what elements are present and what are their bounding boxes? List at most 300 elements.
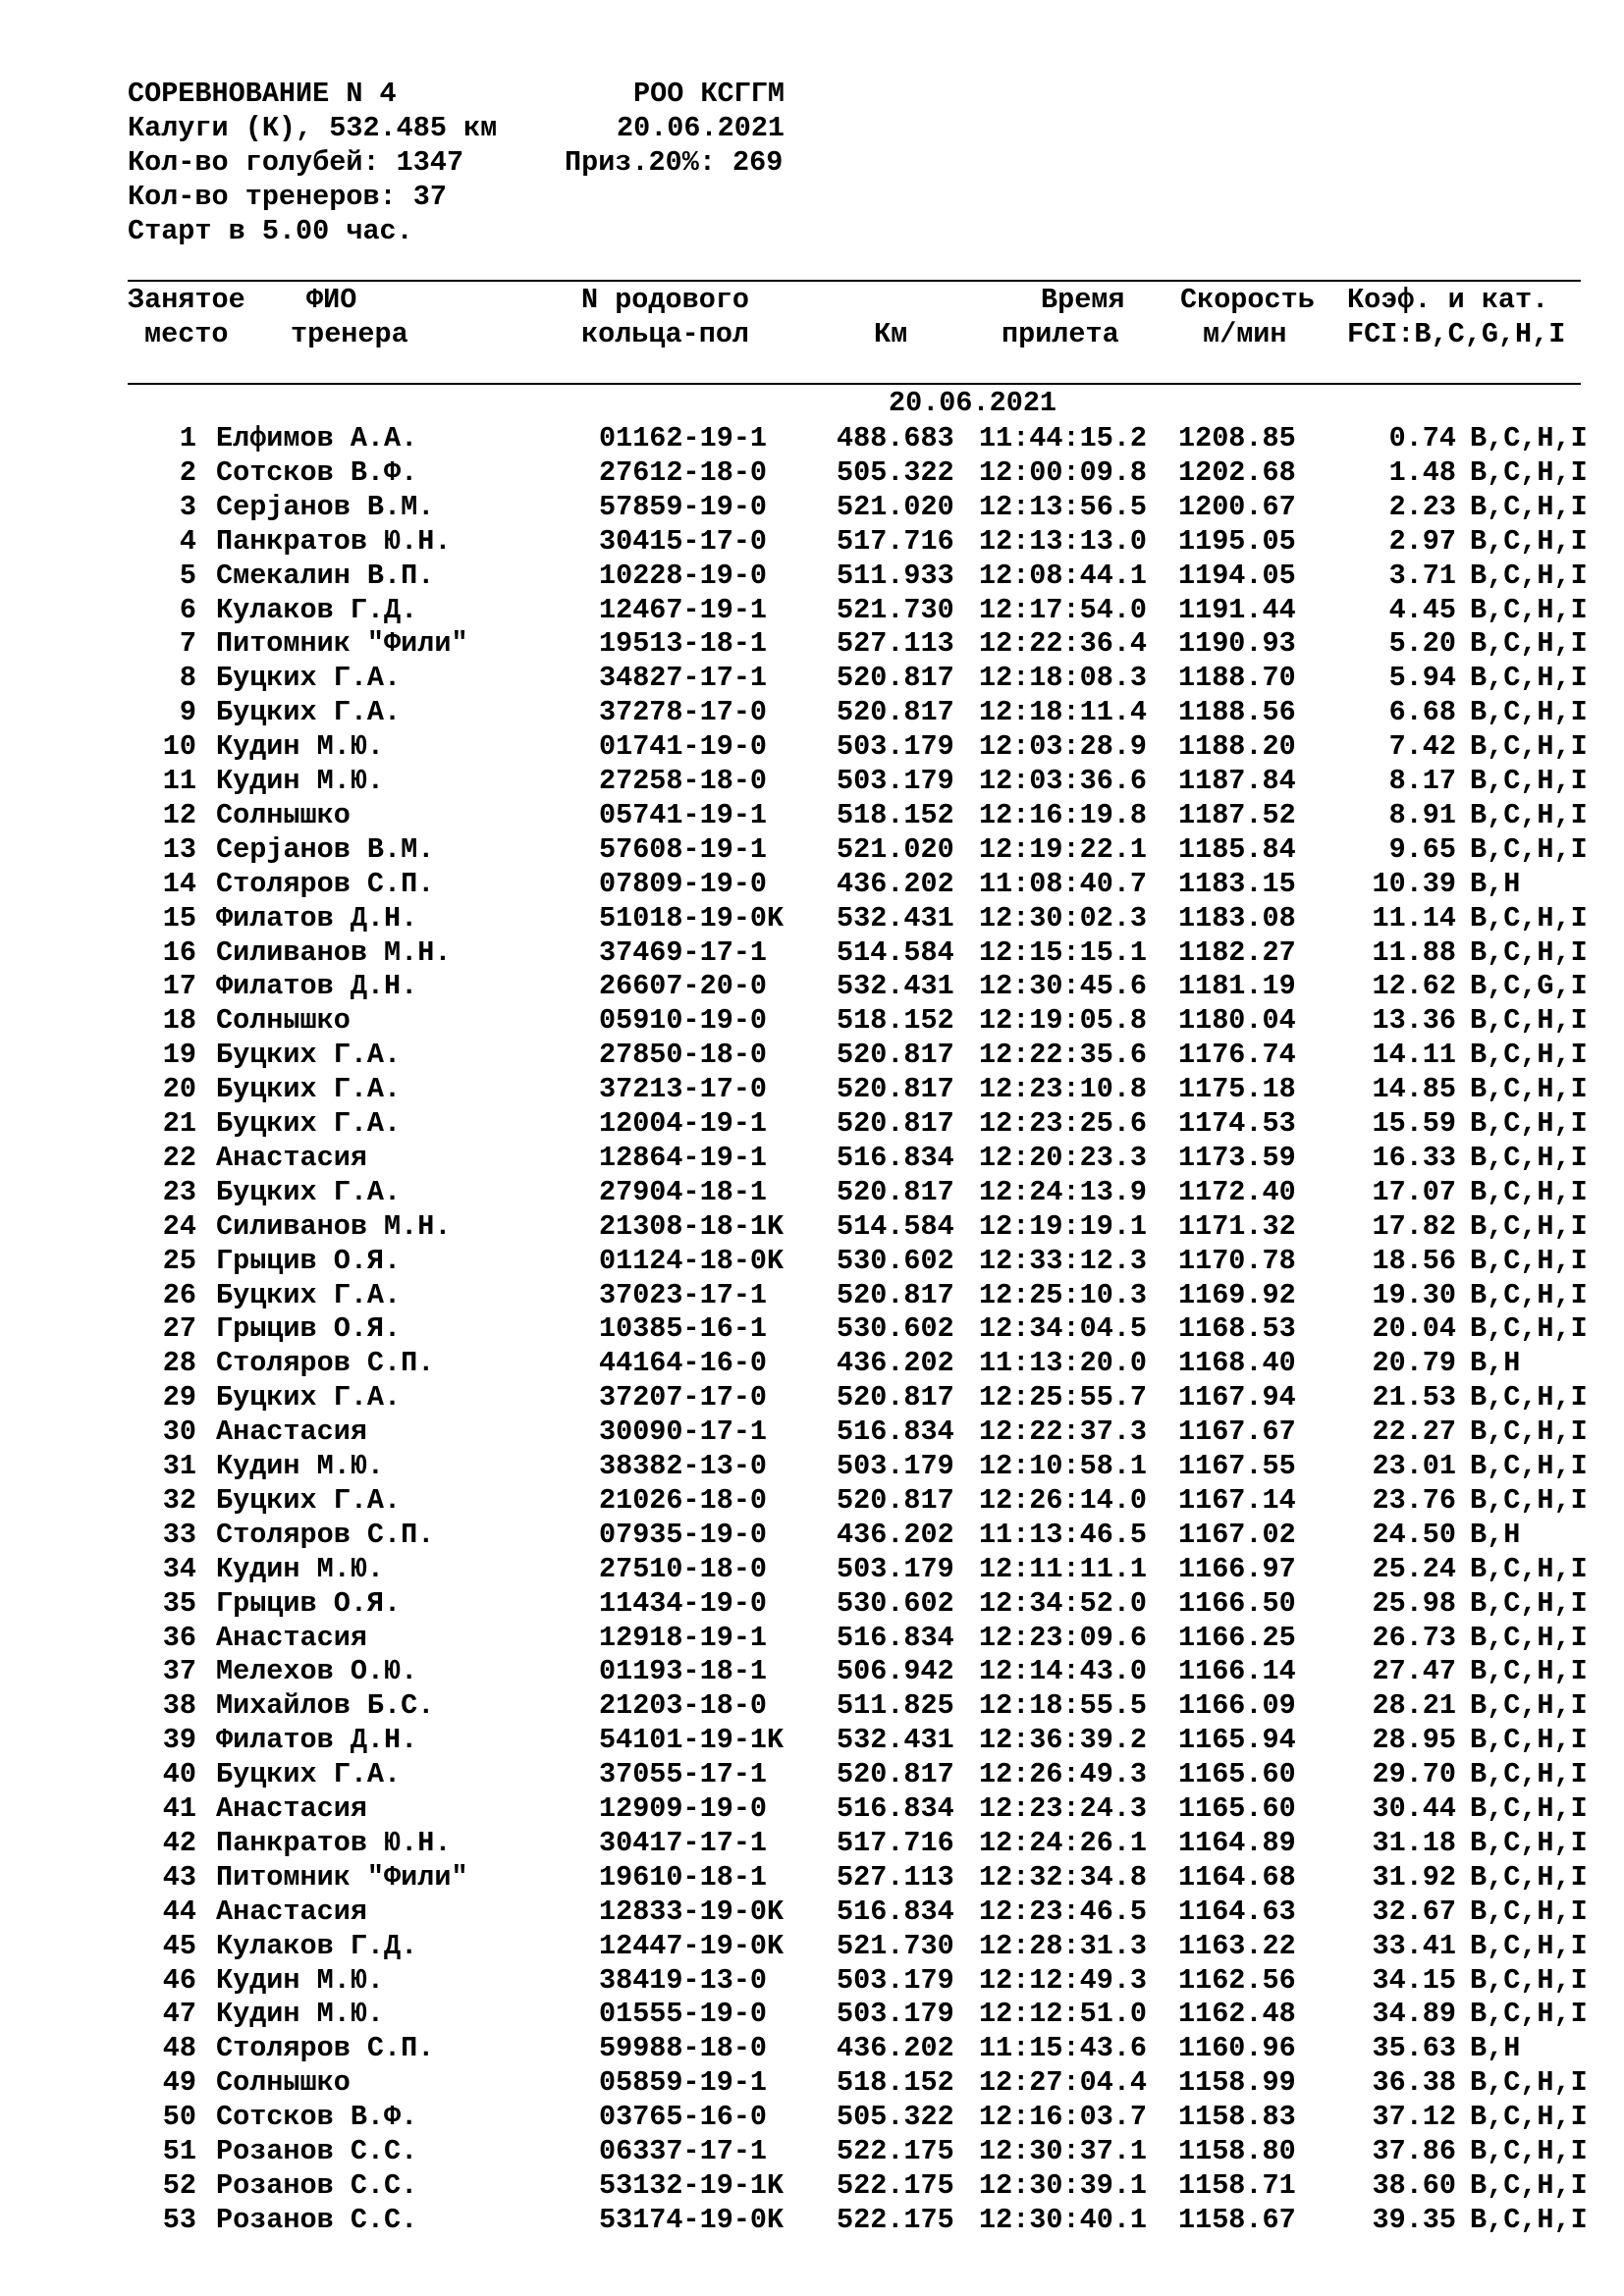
col-ring-header-2: кольца-пол [581,318,750,350]
result-categories: B,C,H,I [1470,730,1588,764]
table-row [0,969,1624,1003]
result-categories: B,C,H,I [1470,1963,1588,1997]
result-place: 16 [162,935,196,969]
result-speed: 1183.15 [1178,867,1296,900]
result-speed: 1188.70 [1178,662,1296,695]
result-trainer-name: Столяров С.П. [216,2032,435,2065]
result-trainer-name: Солнышко [216,2066,351,2100]
result-coefficient: 3.71 [1388,559,1456,592]
result-place: 15 [162,901,196,934]
result-distance-km: 516.834 [837,1141,954,1174]
table-row [0,867,1624,901]
result-arrival-time: 12:30:37.1 [979,2135,1148,2167]
result-speed: 1158.67 [1178,2203,1296,2236]
result-arrival-time: 12:03:28.9 [979,730,1148,764]
result-speed: 1163.22 [1178,1929,1296,1962]
table-row [0,1860,1624,1895]
result-arrival-time: 12:24:13.9 [979,1175,1148,1208]
result-coefficient: 14.11 [1372,1039,1456,1072]
result-categories: B,C,H,I [1470,1141,1588,1174]
result-ring-number: 38382-13-0 [599,1450,768,1482]
col-coef-header-1: Коэф. и кат. [1347,284,1549,316]
result-place: 1 [179,422,196,454]
result-categories: B,C,H,I [1470,2101,1588,2134]
result-coefficient: 1.48 [1388,455,1456,489]
result-trainer-name: Кудин М.Ю. [216,1552,385,1585]
result-place: 11 [162,765,196,797]
result-trainer-name: Анастасия [216,1792,367,1825]
result-arrival-time: 11:08:40.7 [979,867,1148,900]
organizer: РОО КСГГМ [633,78,785,110]
result-ring-number: 12918-19-1 [599,1621,768,1654]
result-categories: B,C,H,I [1470,2168,1588,2202]
result-categories: B,C,H,I [1470,1073,1588,1106]
result-ring-number: 03765-16-0 [599,2101,768,2134]
result-categories: B,C,H,I [1470,1244,1588,1277]
table-row [0,1072,1624,1106]
result-ring-number: 01555-19-0 [599,1998,768,2031]
trainers-count: Кол-во тренеров: 37 [128,181,447,213]
result-arrival-time: 12:22:37.3 [979,1415,1148,1449]
result-ring-number: 06337-17-1 [599,2135,768,2167]
result-place: 14 [162,867,196,900]
result-ring-number: 21203-18-0 [599,1689,768,1723]
table-row [0,593,1624,627]
result-place: 50 [162,2101,196,2134]
col-name-header-2: тренера [291,318,408,350]
result-categories: B,C,H,I [1470,2203,1588,2236]
table-row [0,1791,1624,1826]
result-arrival-time: 12:23:24.3 [979,1792,1148,1825]
result-categories: B,C,H,I [1470,662,1588,695]
result-place: 35 [162,1586,196,1620]
result-speed: 1168.40 [1178,1347,1296,1380]
result-distance-km: 436.202 [837,1518,954,1551]
result-distance-km: 518.152 [837,1004,954,1038]
result-arrival-time: 11:13:20.0 [979,1347,1148,1380]
result-place: 38 [162,1689,196,1723]
result-coefficient: 8.17 [1388,765,1456,797]
result-trainer-name: Смекалин В.П. [216,559,435,592]
result-trainer-name: Грыцив О.Я. [216,1312,402,1346]
table-row [0,798,1624,832]
result-speed: 1181.19 [1178,970,1296,1003]
result-distance-km: 511.825 [837,1689,954,1723]
result-arrival-time: 12:36:39.2 [979,1724,1148,1757]
result-ring-number: 34827-17-1 [599,662,768,695]
result-arrival-time: 12:18:11.4 [979,696,1148,729]
result-place: 33 [162,1518,196,1551]
result-categories: B,C,H,I [1470,765,1588,797]
result-coefficient: 22.27 [1372,1415,1456,1449]
result-ring-number: 38419-13-0 [599,1963,768,1997]
result-arrival-time: 12:30:39.1 [979,2168,1148,2202]
table-row [0,1278,1624,1312]
result-place: 2 [179,455,196,489]
table-row [0,832,1624,867]
result-distance-km: 520.817 [837,1278,954,1311]
result-coefficient: 2.97 [1388,524,1456,558]
result-distance-km: 514.584 [837,935,954,969]
result-ring-number: 10228-19-0 [599,559,768,592]
result-categories: B,C,H,I [1470,1552,1588,1585]
result-trainer-name: Панкратов Ю.Н. [216,524,452,558]
result-speed: 1167.55 [1178,1450,1296,1482]
result-distance-km: 532.431 [837,901,954,934]
result-place: 13 [162,832,196,866]
result-coefficient: 31.92 [1372,1860,1456,1894]
result-distance-km: 532.431 [837,970,954,1003]
result-arrival-time: 12:26:14.0 [979,1483,1148,1517]
table-row [0,1106,1624,1141]
result-trainer-name: Питомник "Фили" [216,627,468,661]
result-place: 9 [179,696,196,729]
result-trainer-name: Анастасия [216,1621,367,1654]
result-coefficient: 13.36 [1372,1004,1456,1038]
result-ring-number: 44164-16-0 [599,1347,768,1380]
table-row [0,2134,1624,2168]
result-speed: 1187.52 [1178,798,1296,831]
result-place: 10 [162,730,196,764]
result-trainer-name: Филатов Д.Н. [216,970,418,1003]
result-coefficient: 24.50 [1372,1518,1456,1551]
result-categories: B,C,H,I [1470,1175,1588,1208]
table-header-rule [128,383,1581,385]
result-speed: 1168.53 [1178,1312,1296,1346]
table-row [0,901,1624,935]
result-trainer-name: Столяров С.П. [216,867,435,900]
result-distance-km: 436.202 [837,867,954,900]
table-row [0,695,1624,729]
start-time: Старт в 5.00 час. [128,215,413,247]
result-categories: B,H [1470,867,1521,900]
result-ring-number: 19610-18-1 [599,1860,768,1894]
result-trainer-name: Розанов С.С. [216,2168,418,2202]
table-top-rule [128,280,1581,282]
result-trainer-name: Серjанов В.М. [216,490,435,523]
result-place: 45 [162,1929,196,1962]
result-ring-number: 57859-19-0 [599,490,768,523]
result-place: 51 [162,2135,196,2167]
result-ring-number: 30415-17-0 [599,524,768,558]
result-speed: 1158.99 [1178,2066,1296,2100]
result-ring-number: 21026-18-0 [599,1483,768,1517]
result-coefficient: 17.82 [1372,1209,1456,1243]
result-coefficient: 28.21 [1372,1689,1456,1723]
table-row [0,1415,1624,1449]
result-place: 8 [179,662,196,695]
result-place: 43 [162,1860,196,1894]
result-distance-km: 521.020 [837,490,954,523]
result-categories: B,C,H,I [1470,1381,1588,1415]
result-place: 31 [162,1450,196,1482]
result-ring-number: 27258-18-0 [599,765,768,797]
result-place: 26 [162,1278,196,1311]
result-distance-km: 520.817 [837,662,954,695]
result-trainer-name: Солнышко [216,798,351,831]
result-distance-km: 436.202 [837,1347,954,1380]
table-row [0,1586,1624,1621]
table-row [0,2100,1624,2134]
result-trainer-name: Буцких Г.А. [216,1483,402,1517]
result-speed: 1175.18 [1178,1073,1296,1106]
result-arrival-time: 12:25:55.7 [979,1381,1148,1415]
result-arrival-time: 12:16:03.7 [979,2101,1148,2134]
result-ring-number: 07935-19-0 [599,1518,768,1551]
result-trainer-name: Кудин М.Ю. [216,1998,385,2031]
result-distance-km: 530.602 [837,1244,954,1277]
result-speed: 1191.44 [1178,593,1296,626]
result-trainer-name: Столяров С.П. [216,1518,435,1551]
result-speed: 1188.20 [1178,730,1296,764]
result-trainer-name: Кудин М.Ю. [216,730,385,764]
result-speed: 1170.78 [1178,1244,1296,1277]
result-arrival-time: 12:27:04.4 [979,2066,1148,2100]
table-row [0,1621,1624,1655]
result-distance-km: 436.202 [837,2032,954,2065]
result-categories: B,C,H,I [1470,1415,1588,1449]
result-ring-number: 37207-17-0 [599,1381,768,1415]
result-speed: 1167.14 [1178,1483,1296,1517]
result-ring-number: 59988-18-0 [599,2032,768,2065]
result-speed: 1164.89 [1178,1826,1296,1859]
result-distance-km: 514.584 [837,1209,954,1243]
result-categories: B,C,H,I [1470,1929,1588,1962]
table-row [0,455,1624,490]
result-coefficient: 20.04 [1372,1312,1456,1346]
result-trainer-name: Панкратов Ю.Н. [216,1826,452,1859]
result-coefficient: 32.67 [1372,1895,1456,1928]
result-distance-km: 521.020 [837,832,954,866]
result-distance-km: 503.179 [837,1963,954,1997]
result-categories: B,C,H,I [1470,490,1588,523]
result-ring-number: 27850-18-0 [599,1039,768,1072]
result-distance-km: 503.179 [837,1450,954,1482]
result-trainer-name: Розанов С.С. [216,2203,418,2236]
result-place: 44 [162,1895,196,1928]
table-row [0,2203,1624,2237]
result-arrival-time: 12:13:13.0 [979,524,1148,558]
result-coefficient: 5.20 [1388,627,1456,661]
result-coefficient: 38.60 [1372,2168,1456,2202]
result-arrival-time: 12:25:10.3 [979,1278,1148,1311]
result-trainer-name: Анастасия [216,1141,367,1174]
result-categories: B,C,H,I [1470,832,1588,866]
result-trainer-name: Филатов Д.Н. [216,901,418,934]
result-distance-km: 516.834 [837,1621,954,1654]
result-speed: 1172.40 [1178,1175,1296,1208]
result-arrival-time: 12:33:12.3 [979,1244,1148,1277]
result-coefficient: 15.59 [1372,1107,1456,1140]
result-arrival-time: 11:44:15.2 [979,422,1148,454]
result-speed: 1174.53 [1178,1107,1296,1140]
result-trainer-name: Розанов С.С. [216,2135,418,2167]
table-row [0,1483,1624,1518]
result-trainer-name: Грыцив О.Я. [216,1244,402,1277]
result-arrival-time: 12:26:49.3 [979,1758,1148,1791]
result-categories: B,C,H,I [1470,422,1588,454]
result-place: 19 [162,1039,196,1072]
result-arrival-time: 12:17:54.0 [979,593,1148,626]
result-trainer-name: Филатов Д.Н. [216,1724,418,1757]
result-arrival-time: 12:30:40.1 [979,2203,1148,2236]
table-row [0,661,1624,695]
result-ring-number: 12447-19-0K [599,1929,785,1962]
result-categories: B,H [1470,1518,1521,1551]
result-ring-number: 05910-19-0 [599,1004,768,1038]
result-distance-km: 488.683 [837,422,954,454]
result-arrival-time: 12:34:52.0 [979,1586,1148,1620]
result-coefficient: 25.98 [1372,1586,1456,1620]
result-trainer-name: Буцких Г.А. [216,1175,402,1208]
result-trainer-name: Буцких Г.А. [216,1039,402,1072]
result-categories: B,C,H,I [1470,696,1588,729]
result-place: 3 [179,490,196,523]
result-arrival-time: 12:15:15.1 [979,935,1148,969]
result-ring-number: 37278-17-0 [599,696,768,729]
result-speed: 1158.83 [1178,2101,1296,2134]
table-row [0,1346,1624,1380]
result-place: 53 [162,2203,196,2236]
result-ring-number: 12004-19-1 [599,1107,768,1140]
result-categories: B,H [1470,1347,1521,1380]
result-trainer-name: Кудин М.Ю. [216,1963,385,1997]
result-speed: 1208.85 [1178,422,1296,454]
table-row [0,1757,1624,1791]
result-coefficient: 9.65 [1388,832,1456,866]
col-place-header-1: Занятое [128,284,245,316]
table-row [0,1723,1624,1757]
result-coefficient: 12.62 [1372,970,1456,1003]
result-speed: 1165.60 [1178,1758,1296,1791]
result-arrival-time: 12:23:09.6 [979,1621,1148,1654]
result-place: 30 [162,1415,196,1449]
result-distance-km: 527.113 [837,1860,954,1894]
result-trainer-name: Силиванов М.Н. [216,935,452,969]
result-ring-number: 21308-18-1K [599,1209,785,1243]
result-coefficient: 37.12 [1372,2101,1456,2134]
col-time-header-2: прилета [1001,318,1119,350]
result-ring-number: 01124-18-0K [599,1244,785,1277]
result-trainer-name: Сотсков В.Ф. [216,2101,418,2134]
result-place: 27 [162,1312,196,1346]
result-distance-km: 520.817 [837,1175,954,1208]
result-arrival-time: 12:16:19.8 [979,798,1148,831]
result-trainer-name: Буцких Г.А. [216,662,402,695]
result-speed: 1165.60 [1178,1792,1296,1825]
result-speed: 1188.56 [1178,696,1296,729]
result-distance-km: 506.942 [837,1655,954,1688]
result-distance-km: 505.322 [837,455,954,489]
result-trainer-name: Михайлов Б.С. [216,1689,435,1723]
result-place: 22 [162,1141,196,1174]
result-categories: B,C,H,I [1470,2135,1588,2167]
prize-count: Приз.20%: 269 [565,146,784,179]
result-distance-km: 522.175 [837,2168,954,2202]
table-row [0,1929,1624,1963]
table-row [0,1552,1624,1586]
result-place: 39 [162,1724,196,1757]
result-ring-number: 51018-19-0K [599,901,785,934]
result-categories: B,C,H,I [1470,1483,1588,1517]
result-categories: B,C,H,I [1470,1826,1588,1859]
result-arrival-time: 12:18:55.5 [979,1689,1148,1723]
result-coefficient: 11.88 [1372,935,1456,969]
result-speed: 1160.96 [1178,2032,1296,2065]
result-speed: 1194.05 [1178,559,1296,592]
table-row [0,1003,1624,1038]
result-place: 49 [162,2066,196,2100]
result-arrival-time: 12:11:11.1 [979,1552,1148,1585]
table-row [0,1688,1624,1723]
result-ring-number: 53174-19-0K [599,2203,785,2236]
result-categories: B,H [1470,2032,1521,2065]
result-place: 36 [162,1621,196,1654]
result-place: 46 [162,1963,196,1997]
result-speed: 1169.92 [1178,1278,1296,1311]
result-arrival-time: 12:30:45.6 [979,970,1148,1003]
table-row [0,1826,1624,1860]
result-categories: B,C,H,I [1470,1758,1588,1791]
result-arrival-time: 12:12:51.0 [979,1998,1148,2031]
result-place: 4 [179,524,196,558]
result-coefficient: 23.76 [1372,1483,1456,1517]
table-row [0,1141,1624,1175]
table-row [0,626,1624,661]
table-row [0,2168,1624,2203]
result-speed: 1195.05 [1178,524,1296,558]
result-place: 21 [162,1107,196,1140]
result-trainer-name: Кудин М.Ю. [216,765,385,797]
result-coefficient: 6.68 [1388,696,1456,729]
result-coefficient: 34.89 [1372,1998,1456,2031]
result-coefficient: 30.44 [1372,1792,1456,1825]
result-categories: B,C,H,I [1470,2066,1588,2100]
result-distance-km: 521.730 [837,1929,954,1962]
result-distance-km: 505.322 [837,2101,954,2134]
result-coefficient: 21.53 [1372,1381,1456,1415]
result-speed: 1190.93 [1178,627,1296,661]
result-coefficient: 28.95 [1372,1724,1456,1757]
result-coefficient: 11.14 [1372,901,1456,934]
table-row [0,2031,1624,2065]
table-row [0,1175,1624,1209]
col-km-header: Км [874,318,908,350]
result-speed: 1200.67 [1178,490,1296,523]
table-row [0,1209,1624,1244]
result-ring-number: 54101-19-1K [599,1724,785,1757]
result-speed: 1165.94 [1178,1724,1296,1757]
result-distance-km: 503.179 [837,1552,954,1585]
result-coefficient: 0.74 [1388,422,1456,454]
result-trainer-name: Солнышко [216,1004,351,1038]
table-row [0,1311,1624,1346]
result-distance-km: 520.817 [837,1039,954,1072]
result-speed: 1173.59 [1178,1141,1296,1174]
result-coefficient: 27.47 [1372,1655,1456,1688]
result-distance-km: 520.817 [837,1107,954,1140]
result-trainer-name: Буцких Г.А. [216,1107,402,1140]
table-row [0,1380,1624,1415]
table-row [0,729,1624,764]
result-distance-km: 516.834 [837,1895,954,1928]
result-ring-number: 12864-19-1 [599,1141,768,1174]
col-speed-header-1: Скорость [1180,284,1315,316]
result-ring-number: 27904-18-1 [599,1175,768,1208]
result-distance-km: 503.179 [837,1998,954,2031]
result-speed: 1166.14 [1178,1655,1296,1688]
table-row [0,1895,1624,1929]
